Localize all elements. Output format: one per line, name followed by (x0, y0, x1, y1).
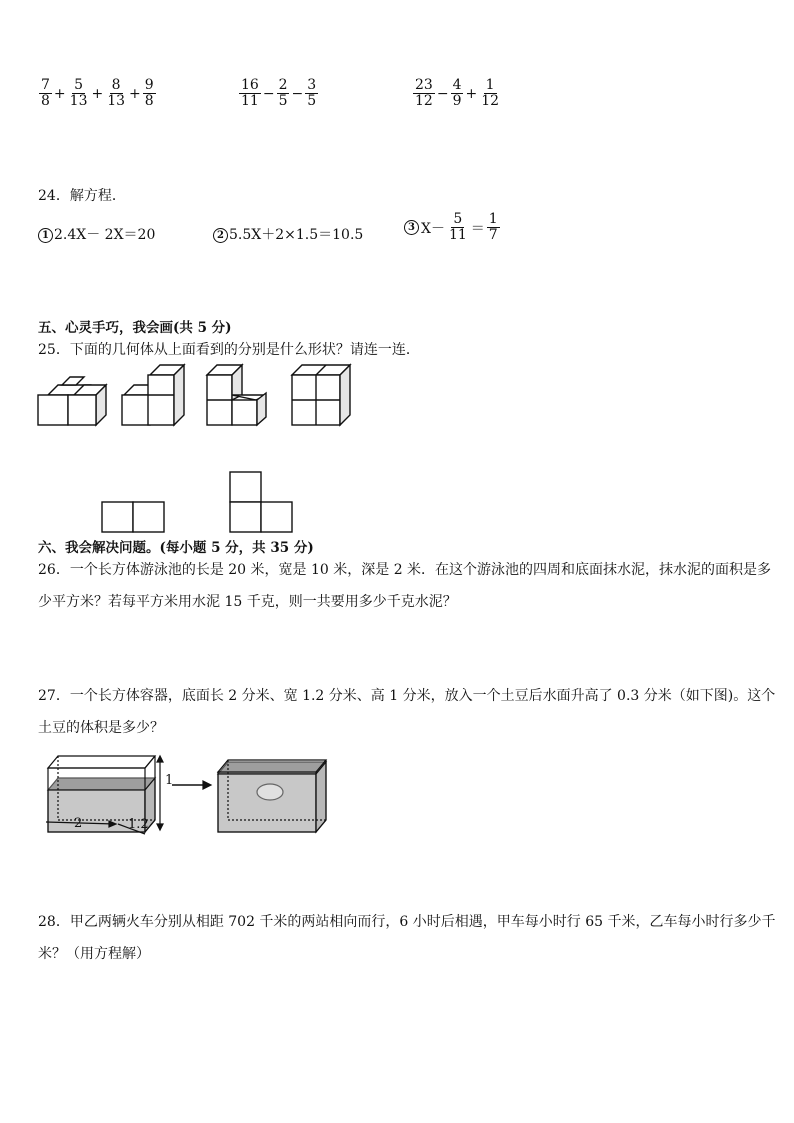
q24-title: 24．解方程． (38, 188, 126, 204)
top-view-1 (102, 502, 164, 532)
fraction: $\frac{23}{12}$ (415, 77, 433, 110)
expression-1: $\frac{7}{8}$ + $\frac{5}{13}$ + $\frac{8}{13}$ + $\frac{9}{8}$ (41, 77, 154, 110)
dim-height-label: 1 (165, 773, 174, 788)
q24-equation-3: 3 X－ $\frac{5}{11}$ ＝ $\frac{1}{7}$ (404, 212, 501, 244)
solid-2 (122, 365, 184, 425)
dim-width-label: 1.2 (128, 817, 149, 832)
q26-line-2: 少平方米？若每平方米用水泥 15 千克，则一共要用多少千克水泥？ (38, 594, 457, 610)
fraction: $\frac{1}{7}$ (488, 211, 498, 244)
fraction: $\frac{9}{8}$ (144, 77, 154, 110)
top-view-2 (230, 472, 292, 532)
q27-line-1: 27．一个长方体容器，底面长 2 分米、宽 1.2 分米、高 1 分米，放入一个土豆后水面升高了 0.3 分米（如下图)。这个 (38, 688, 776, 704)
fraction: $\frac{5}{11}$ (448, 211, 467, 244)
circled-number: 2 (213, 228, 228, 243)
fraction: $\frac{7}{8}$ (41, 77, 50, 110)
container-figure (0, 750, 794, 850)
fraction: $\frac{8}{13}$ (107, 77, 126, 110)
solid-1 (38, 377, 106, 425)
circled-number: 1 (38, 228, 53, 243)
dim-length-label: 2 (74, 816, 83, 831)
q26-line-1: 26．一个长方体游泳池的长是 20 米，宽是 10 米，深是 2 米．在这个游泳池的四周和底面抹水泥，抹水泥的面积是多 (38, 562, 772, 578)
solid-3 (207, 365, 266, 425)
potato-shape (257, 784, 283, 800)
fraction: $\frac{4}{9}$ (452, 77, 462, 110)
q24-equation-2: 2 5.5X＋2×1.5＝10.5 (213, 224, 363, 244)
expression-2: $\frac{16}{11}$ − $\frac{2}{5}$ − $\frac{3}{5}$ (241, 77, 317, 110)
fraction: $\frac{1}{12}$ (481, 77, 500, 110)
q24-equation-1: 1 2.4X－ 2X＝20 (38, 224, 155, 244)
q27-line-2: 土豆的体积是多少？ (38, 720, 164, 736)
cube-solids-figure (0, 355, 794, 555)
q25-text: 25．下面的几何体从上面看到的分别是什么形状？请连一连． (38, 342, 420, 358)
fraction: $\frac{5}{13}$ (69, 77, 88, 110)
expression-3: $\frac{23}{12}$ − $\frac{4}{9}$ + $\frac{1}{12}$ (415, 77, 500, 110)
section-5-heading: 五、心灵手巧，我会画(共 5 分) (38, 320, 232, 336)
circled-number: 3 (404, 220, 419, 235)
q28-line-2: 米？（用方程解） (38, 946, 150, 962)
solid-4 (292, 365, 350, 425)
fraction: $\frac{3}{5}$ (307, 77, 317, 110)
q28-line-1: 28．甲乙两辆火车分别从相距 702 千米的两站相向而行，6 小时后相遇，甲车每小时行 65 千米，乙车每小时行多少千 (38, 914, 776, 930)
fraction: $\frac{2}{5}$ (278, 77, 288, 110)
fraction: $\frac{16}{11}$ (241, 77, 259, 110)
section-6-heading: 六、我会解决问题。(每小题 5 分，共 35 分) (38, 540, 314, 556)
